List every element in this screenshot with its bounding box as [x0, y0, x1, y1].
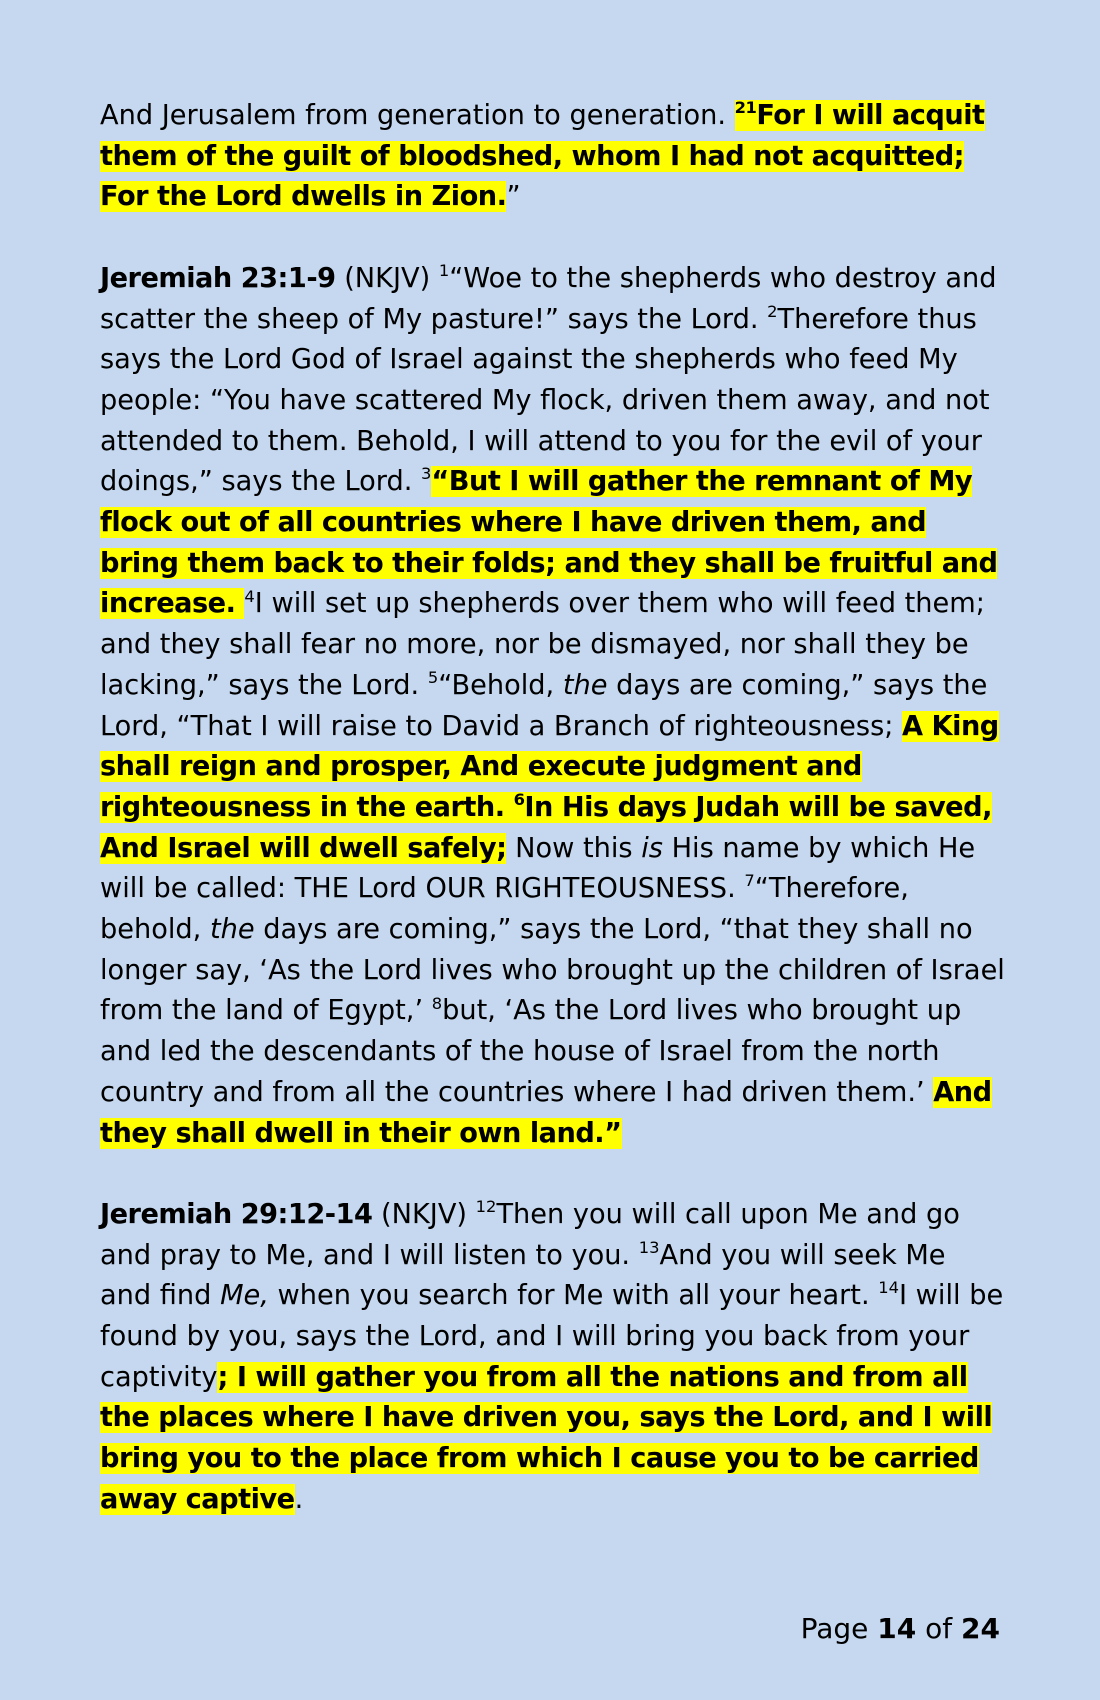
- verse-number: 14: [878, 1278, 900, 1298]
- total-pages-number: 24: [961, 1612, 1000, 1645]
- verse-number: 4: [244, 586, 255, 606]
- page-content: [100, 96, 1005, 1521]
- closing-quote: ”: [506, 181, 521, 213]
- highlight-text: For I will acquit them of the guilt of bloodshed, whom I had not acquitted; For the Lord dwells in Zion.: [100, 100, 985, 213]
- paragraph-gap: [100, 218, 1005, 259]
- verse-number: 13: [638, 1237, 660, 1257]
- italic-word: the: [562, 669, 608, 701]
- verse-text: .: [294, 1483, 304, 1515]
- italic-word: is: [641, 832, 663, 864]
- verse-number: 21: [734, 98, 757, 118]
- verse-number: 12: [475, 1197, 497, 1217]
- verse-text: I will be found by you, says the Lord, and I will bring you back from your captivity: [100, 1280, 1004, 1393]
- jeremiah-23-passage: [100, 259, 1005, 1154]
- highlight-text: A King shall reign and prosper, And execute judgment and righteousness in the earth.: [100, 710, 999, 823]
- passage-ending: [100, 96, 1005, 218]
- highlight-text: But I will gather the remnant of My flock out of all countries where I have driven them, and bring them back to their folds; and they shall be fruitful and increase.: [100, 466, 998, 620]
- verse-number: 8: [431, 993, 443, 1013]
- open-quote: “: [431, 466, 449, 498]
- verse-text: when you search for Me with all your heart.: [268, 1280, 879, 1312]
- verse-text: Then you will call upon Me and go and pray to Me, and I will listen to you.: [100, 1198, 960, 1271]
- verse-text: And you will seek Me and find: [100, 1239, 946, 1312]
- verse-text: His name by which He will be called: THE Lord OUR RIGHTEOUSNESS.: [100, 832, 976, 905]
- verse-text: “Woe to the shepherds who destroy and scatter the sheep of My pasture!” says the Lord.: [100, 262, 997, 335]
- verse-number: 3: [421, 464, 432, 484]
- scripture-reference: Jeremiah 29:12-14: [100, 1198, 373, 1230]
- scripture-reference: Jeremiah 23:1-9: [100, 262, 336, 294]
- version-label: (NKJV): [372, 1198, 476, 1230]
- verse-text: but, ‘As the Lord lives who brought up and led the descendants of the house of Israel from the north country and from all the countries where I had driven them.’: [100, 995, 962, 1108]
- verse-text: “Therefore, behold,: [100, 873, 909, 946]
- verse-text: days are coming,” says the Lord, “That I will raise to David a Branch of righteousness;: [100, 669, 988, 742]
- verse-number: 6: [513, 790, 525, 810]
- highlight-text: In His days Judah will be saved, And Israel will dwell safely;: [100, 791, 992, 864]
- verse-text: Therefore thus says the Lord God of Israel against the shepherds who feed My people: “You have scattered My flock, driven them away, and not attended to them. Behold, I will attend to you for the evil of your doings,” says the Lord.: [100, 303, 990, 498]
- verse-highlight: And they shall dwell in their own land.”: [100, 1076, 992, 1149]
- page-number-footer: [801, 1609, 1000, 1649]
- paragraph-gap: [100, 1154, 1005, 1195]
- page-label: Page: [800, 1612, 878, 1645]
- verse-number: 2: [767, 301, 778, 321]
- verse-text: “Behold,: [438, 669, 563, 701]
- verse-number: 1: [438, 260, 450, 280]
- italic-word: Me,: [220, 1280, 269, 1312]
- jeremiah-29-passage: [100, 1195, 1005, 1521]
- current-page-number: 14: [877, 1612, 917, 1645]
- passage-text: And Jerusalem from generation to generation.: [100, 100, 735, 131]
- verse-text: days are coming,” says the Lord, “that they shall no longer say, ‘As the Lord lives who brought up the children of Israel from the land of Egypt,’: [100, 914, 1005, 1027]
- of-label: of: [916, 1612, 962, 1645]
- verse-number: 7: [744, 871, 755, 891]
- version-label: (NKJV): [335, 262, 439, 294]
- verse-highlight: ; I will gather you from all the nations and from all the places where I have driven you, says the Lord, and I will bring you to the place from which I cause you to be carried away captive: [100, 1361, 993, 1515]
- verse-text: I will set up shepherds over them who will feed them; and they shall fear no more, nor be dismayed, nor shall they be lacking,” says the Lord.: [100, 588, 985, 701]
- verse-text: Now this: [506, 832, 642, 864]
- italic-word: the: [209, 914, 255, 946]
- verse-number: 5: [427, 667, 439, 687]
